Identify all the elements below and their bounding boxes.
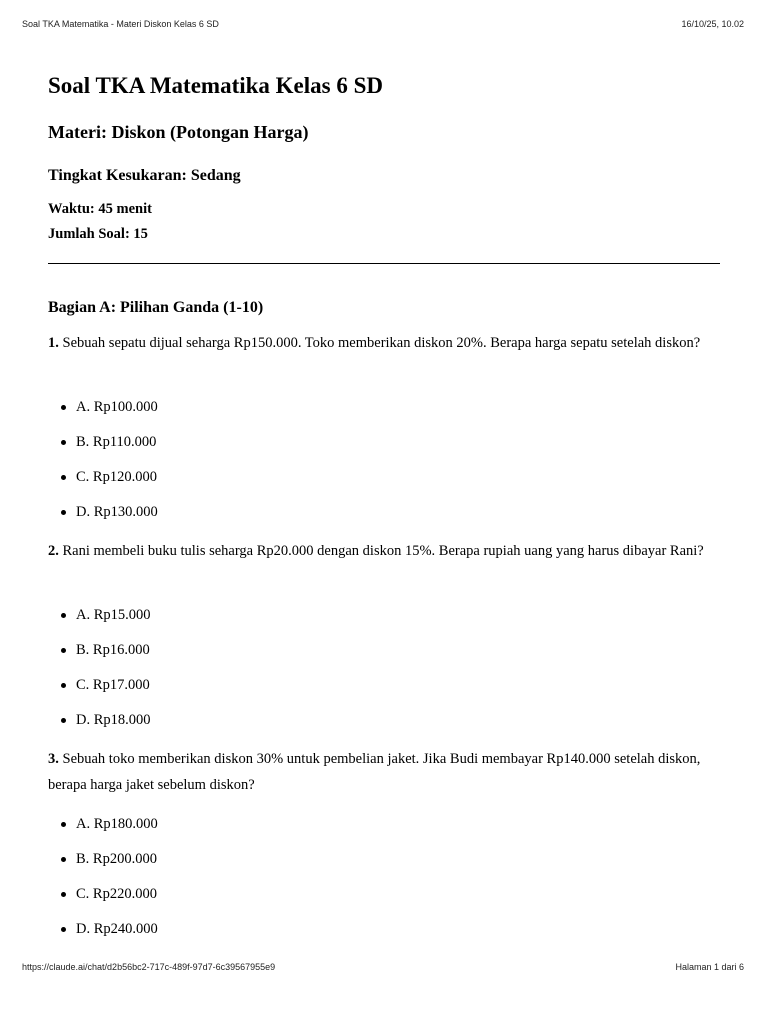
question-1 xyxy=(48,330,720,356)
question-text: Sebuah toko memberikan diskon 30% untuk pembelian jaket. Jika Budi membayar Rp140.000 setelah diskon, berapa harga jaket sebelum diskon? xyxy=(48,751,701,793)
option-item: B. Rp16.000 xyxy=(48,640,151,675)
question-2 xyxy=(48,538,720,564)
option-item: D. Rp18.000 xyxy=(48,710,151,745)
question-text: Rani membeli buku tulis seharga Rp20.000 dengan diskon 15%. Berapa rupiah uang yang harus dibayar Rani? xyxy=(62,543,704,559)
question-count-label: Jumlah Soal: 15 xyxy=(48,226,148,242)
option-item: A. Rp180.000 xyxy=(48,814,158,849)
options-list-2 xyxy=(48,605,151,745)
option-item: D. Rp130.000 xyxy=(48,502,158,537)
question-number: 1. xyxy=(48,335,59,351)
divider xyxy=(48,263,720,264)
print-footer-page-number: Halaman 1 dari 6 xyxy=(675,962,744,972)
question-text: Sebuah sepatu dijual seharga Rp150.000. Toko memberikan diskon 20%. Berapa harga sepatu setelah diskon? xyxy=(62,335,701,351)
time-label: Waktu: 45 menit xyxy=(48,201,152,217)
print-header xyxy=(22,19,744,29)
print-footer xyxy=(22,962,744,972)
print-footer-url: https://claude.ai/chat/d2b56bc2-717c-489f-97d7-6c39567955e9 xyxy=(22,962,276,972)
options-list-1 xyxy=(48,397,158,537)
print-header-datetime: 16/10/25, 10.02 xyxy=(681,19,744,29)
section-title: Bagian A: Pilihan Ganda (1-10) xyxy=(48,299,264,316)
page-subtitle: Materi: Diskon (Potongan Harga) xyxy=(48,122,309,142)
print-header-title: Soal TKA Matematika - Materi Diskon Kelas 6 SD xyxy=(22,19,219,29)
question-3 xyxy=(48,746,720,798)
difficulty-label: Tingkat Kesukaran: Sedang xyxy=(48,167,241,184)
option-item: A. Rp15.000 xyxy=(48,605,151,640)
option-item: A. Rp100.000 xyxy=(48,397,158,432)
question-number: 2. xyxy=(48,543,59,559)
option-item: C. Rp120.000 xyxy=(48,467,158,502)
option-item: B. Rp110.000 xyxy=(48,432,158,467)
option-item: B. Rp200.000 xyxy=(48,849,158,884)
option-item: D. Rp240.000 xyxy=(48,919,158,954)
options-list-3 xyxy=(48,814,158,954)
page-title: Soal TKA Matematika Kelas 6 SD xyxy=(48,73,384,98)
option-item: C. Rp220.000 xyxy=(48,884,158,919)
question-number: 3. xyxy=(48,751,59,767)
option-item: C. Rp17.000 xyxy=(48,675,151,710)
